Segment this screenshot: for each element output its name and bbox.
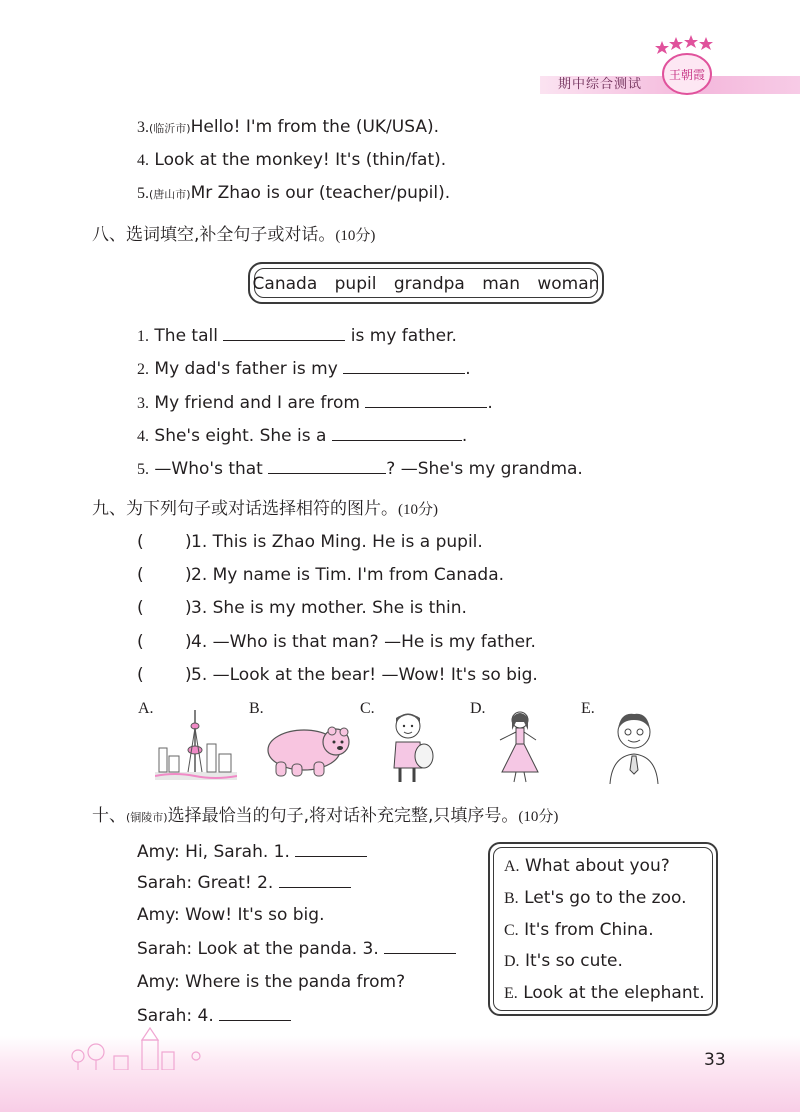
thin-woman-icon (490, 708, 546, 784)
old-man-icon (606, 708, 666, 784)
part8-item-4: 4. She's eight. She is a . (137, 426, 468, 446)
svg-text:王朝霞: 王朝霞 (668, 68, 706, 82)
castle-decoration-icon (66, 1026, 216, 1070)
part8-item-2: 2. My dad's father is my . (137, 359, 471, 379)
picture-label-b: B. (249, 700, 264, 717)
part10-heading: 十、(铜陵市)选择最恰当的句子,将对话补充完整,只填序号。(10分) (92, 806, 559, 826)
answer-paren-slot[interactable] (147, 664, 183, 686)
answer-blank[interactable] (223, 324, 345, 341)
part8-item-5: 5. —Who's that ? —She's my grandma. (137, 459, 583, 479)
picture-label-c: C. (360, 700, 375, 717)
word-bank: Canada pupil grandpa man woman (252, 274, 600, 294)
part9-item-3: ( ) 3. She is my mother. She is thin. (137, 598, 467, 618)
part8-heading: 八、选词填空,补全句子或对话。(10分) (92, 225, 376, 245)
part8-item-1: 1. The tall is my father. (137, 326, 457, 346)
option-d: D. It's so cute. (504, 951, 623, 971)
schoolboy-icon (380, 708, 440, 784)
dialogue-line-4: Sarah: Look at the panda. 3. (137, 937, 456, 960)
page-number: 33 (704, 1050, 726, 1070)
picture-label-d: D. (470, 700, 486, 717)
option-c: C. It's from China. (504, 920, 654, 940)
part7-item-4: 4. Look at the monkey! It's (thin/fat). (137, 150, 447, 170)
part9-item-2: ( ) 2. My name is Tim. I'm from Canada. (137, 565, 505, 585)
dialogue-line-1: Amy: Hi, Sarah. 1. (137, 840, 367, 863)
part7-item-3: 3.(临沂市)Hello! I'm from the (UK/USA). (137, 117, 439, 137)
part9-item-4: ( ) 4. —Who is that man? —He is my father. (137, 632, 536, 652)
answer-blank[interactable] (384, 937, 456, 954)
answer-blank[interactable] (343, 357, 465, 374)
picture-label-a: A. (138, 700, 154, 717)
dialogue-line-3: Amy: Wow! It's so big. (137, 905, 325, 925)
answer-blank[interactable] (268, 457, 386, 474)
option-b: B. Let's go to the zoo. (504, 888, 687, 908)
answer-paren-slot[interactable] (147, 564, 183, 586)
option-e: E. Look at the elephant. (504, 983, 705, 1003)
picture-label-e: E. (581, 700, 595, 717)
answer-blank[interactable] (279, 871, 351, 888)
part9-heading: 九、为下列句子或对话选择相符的图片。(10分) (92, 499, 438, 519)
options-box (488, 842, 718, 1016)
word-bank-box (248, 262, 604, 304)
answer-blank[interactable] (332, 424, 462, 441)
answer-blank[interactable] (219, 1004, 291, 1021)
answer-paren-slot[interactable] (147, 531, 183, 553)
answer-paren-slot[interactable] (147, 597, 183, 619)
dialogue-line-5: Amy: Where is the panda from? (137, 972, 406, 992)
dialogue-line-6: Sarah: 4. (137, 1004, 291, 1027)
part7-item-5: 5.(唐山市)Mr Zhao is our (teacher/pupil). (137, 183, 451, 203)
answer-paren-slot[interactable] (147, 631, 183, 653)
bear-icon (262, 722, 352, 778)
answer-blank[interactable] (365, 391, 487, 408)
option-a: A. What about you? (504, 856, 670, 876)
part8-item-3: 3. My friend and I are from . (137, 393, 493, 413)
part9-item-1: ( ) 1. This is Zhao Ming. He is a pupil. (137, 532, 483, 552)
city-skyline-icon (155, 708, 237, 784)
answer-blank[interactable] (295, 840, 367, 857)
dialogue-line-2: Sarah: Great! 2. (137, 871, 351, 894)
publisher-logo (652, 34, 722, 98)
part9-item-5: ( ) 5. —Look at the bear! —Wow! It's so big. (137, 665, 538, 685)
section-title: 期中综合测试 (558, 77, 643, 92)
